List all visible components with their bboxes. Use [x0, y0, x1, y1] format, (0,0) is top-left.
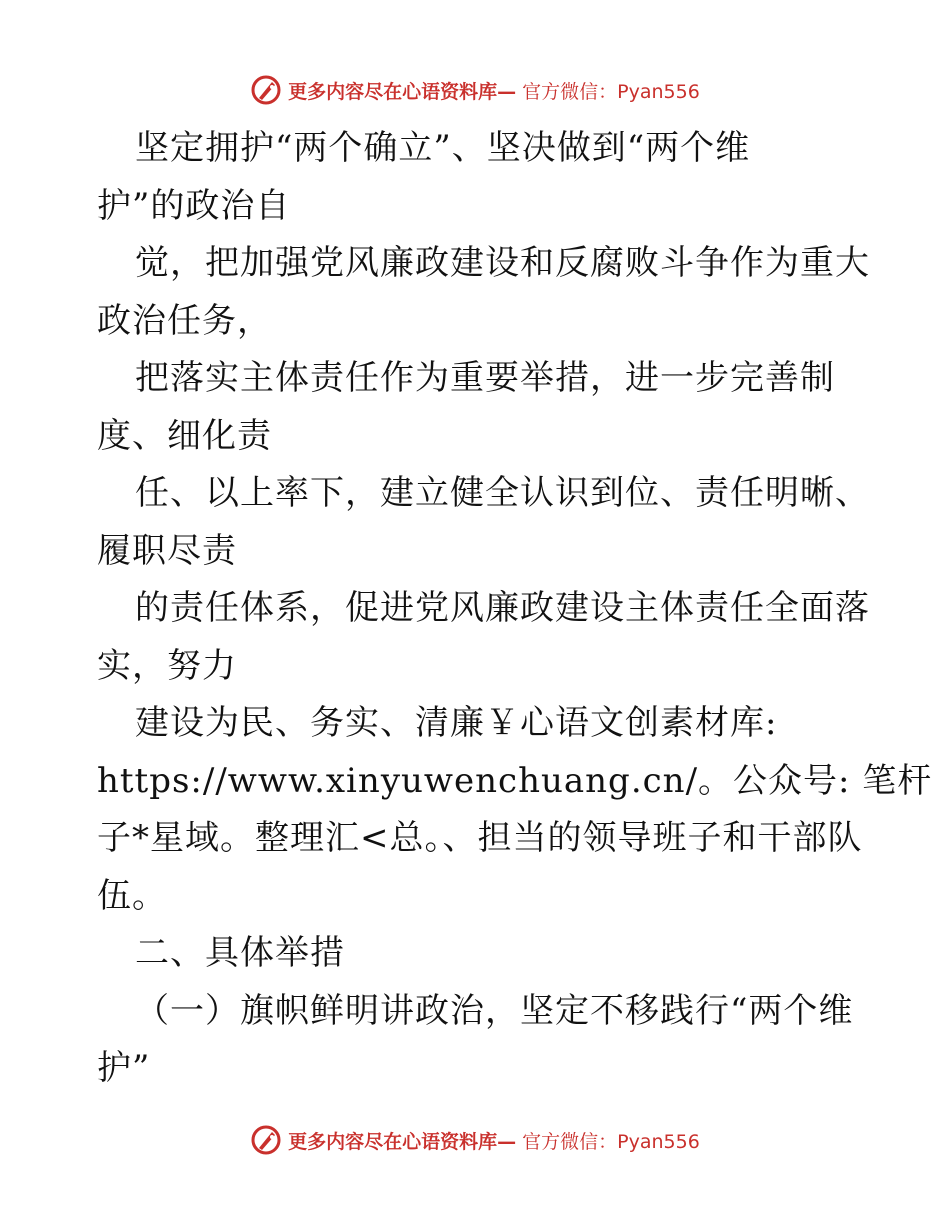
body-line: 任、以上率下，建立健全认识到位、责任明晰、: [135, 473, 870, 513]
header-watermark-banner: [0, 70, 950, 110]
body-line: 坚定拥护“两个确立”、坚决做到“两个维: [135, 128, 751, 168]
body-line: 建设为民、务实、清廉￥心语文创素材库:: [135, 703, 778, 743]
body-line: 政治任务，: [97, 300, 272, 341]
header-banner-contact: 官方微信：Pyan556: [522, 80, 700, 103]
subsection-heading: （一）旗帜鲜明讲政治，坚定不移践行“两个维: [135, 990, 854, 1031]
body-line: 子*星域。整理汇<总。、担当的领导班子和干部队: [97, 818, 863, 858]
document-body: [97, 120, 933, 1098]
section-heading: 二、具体举措: [135, 933, 345, 973]
body-line: 伍。: [97, 875, 167, 916]
body-line: 度、细化责: [97, 415, 272, 456]
body-line: 护”: [97, 1048, 151, 1088]
quill-circle-icon: [250, 74, 282, 106]
quill-circle-icon: [250, 1124, 282, 1156]
footer-banner-contact: 官方微信：Pyan556: [522, 1130, 700, 1153]
body-line-url: https://www.xinyuwenchuang.cn/。公众号: 笔杆: [97, 760, 933, 801]
header-banner-text: 更多内容尽在心语资料库—: [288, 80, 517, 103]
body-line: 把落实主体责任作为重要举措，进一步完善制: [135, 358, 835, 398]
footer-banner-text: 更多内容尽在心语资料库—: [288, 1130, 517, 1153]
body-line: 的责任体系，促进党风廉政建设主体责任全面落: [135, 588, 870, 628]
body-line: 实，努力: [97, 645, 237, 686]
body-line: 护”的政治自: [97, 185, 291, 226]
footer-watermark-banner: [0, 1120, 950, 1160]
body-line: 履职尽责: [97, 530, 237, 571]
body-line: 觉，把加强党风廉政建设和反腐败斗争作为重大: [135, 243, 870, 283]
